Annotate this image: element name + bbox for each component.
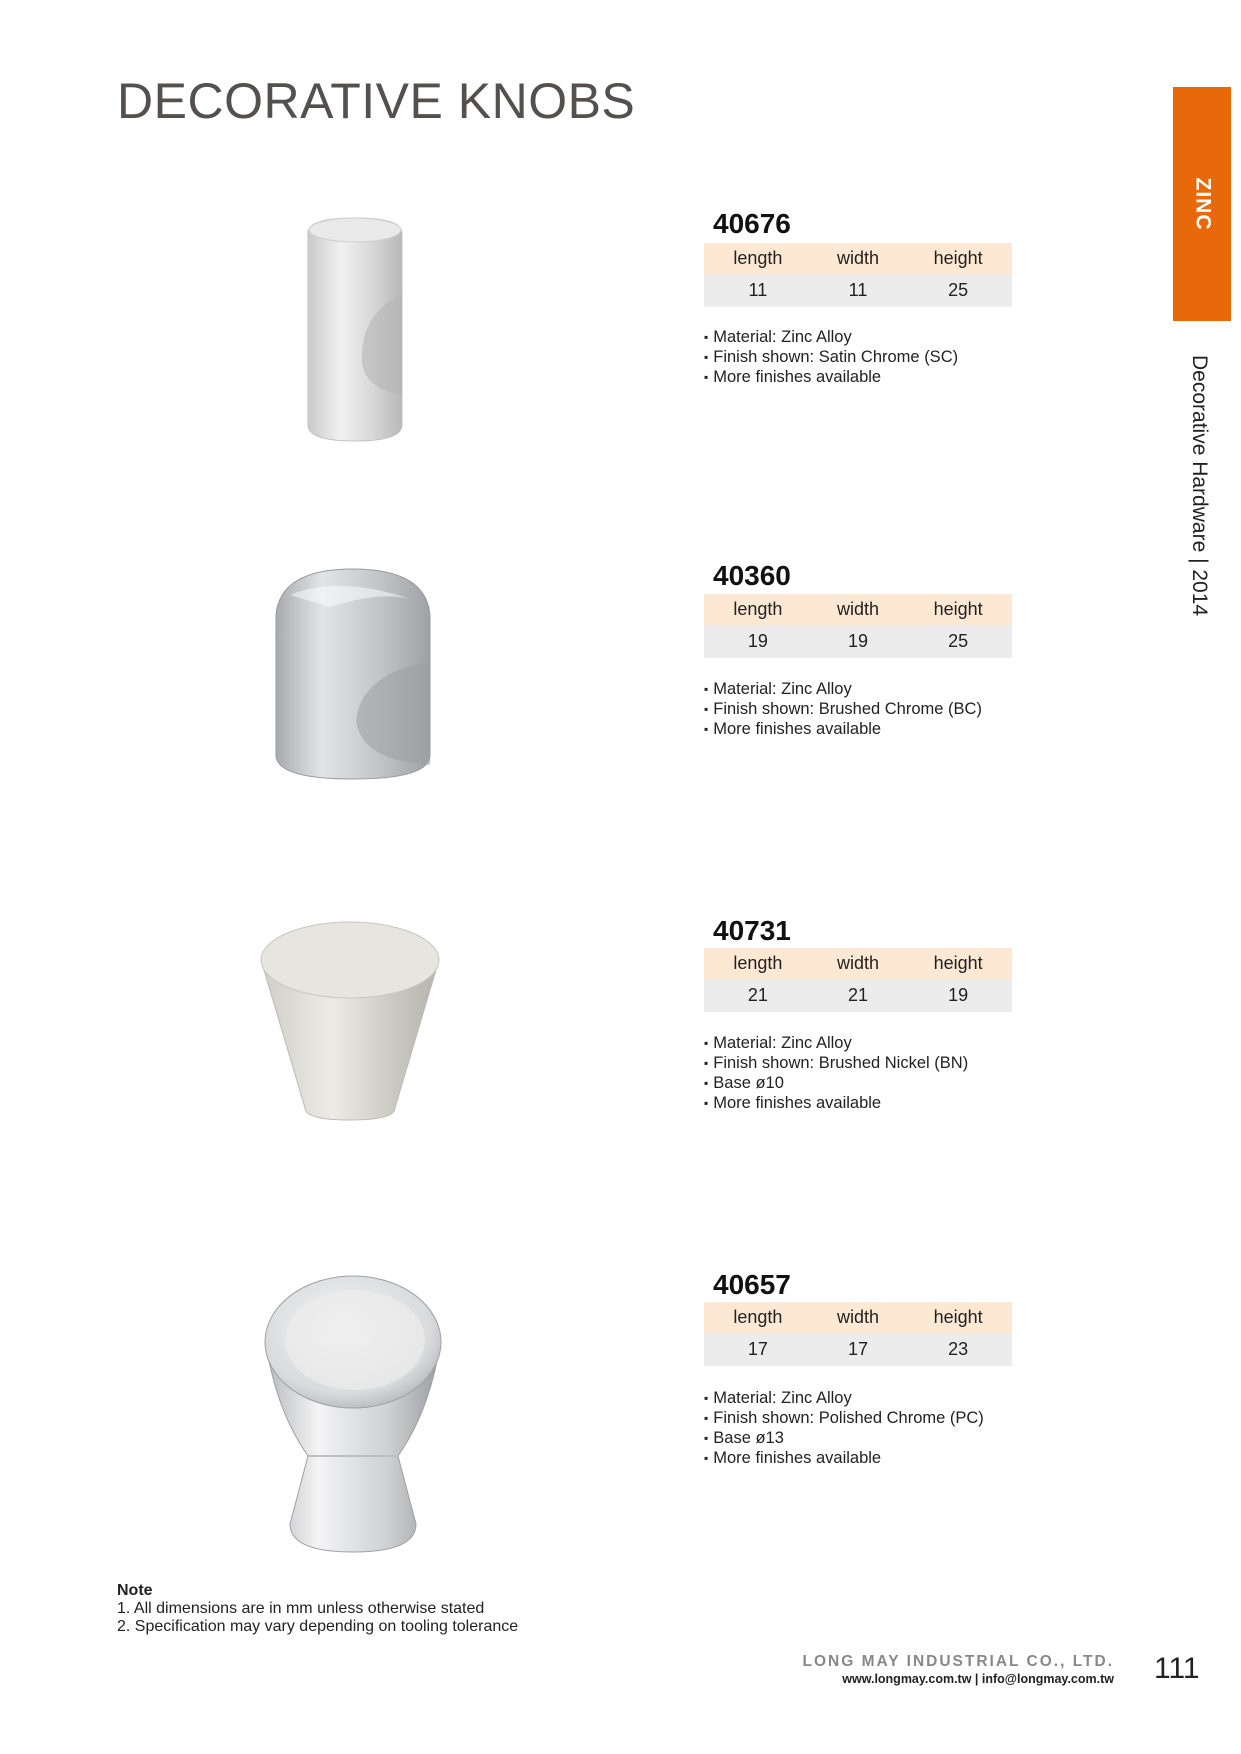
col-height: height xyxy=(904,948,1012,979)
company-contact: www.longmay.com.tw | info@longmay.com.tw xyxy=(842,1672,1114,1686)
col-length: length xyxy=(704,594,812,625)
col-length: length xyxy=(704,1302,812,1333)
knob-hourglass-image xyxy=(262,1270,444,1556)
knob-round-cylinder-image xyxy=(270,565,436,785)
spec-table xyxy=(704,1302,1012,1366)
feature-item: ▪ More finishes available xyxy=(704,1448,984,1468)
feature-item: ▪ Material: Zinc Alloy xyxy=(704,1388,984,1408)
value-length: 19 xyxy=(704,625,812,658)
value-length: 21 xyxy=(704,979,812,1012)
col-width: width xyxy=(812,948,904,979)
side-caption xyxy=(1180,355,1220,615)
feature-item: ▪ More finishes available xyxy=(704,1093,968,1113)
knob-cone-image xyxy=(255,918,445,1122)
note-block xyxy=(117,1581,518,1636)
product-code: 40731 xyxy=(713,915,791,946)
feature-item: ▪ Finish shown: Brushed Nickel (BN) xyxy=(704,1053,968,1073)
value-height: 23 xyxy=(904,1333,1012,1366)
col-width: width xyxy=(812,1302,904,1333)
col-length: length xyxy=(704,948,812,979)
product-code: 40676 xyxy=(713,208,791,239)
value-width: 21 xyxy=(812,979,904,1012)
feature-list xyxy=(704,327,958,387)
note-line: 1. All dimensions are in mm unless otherwise stated xyxy=(117,1600,485,1617)
category-tab-label: ZINC xyxy=(1191,177,1214,231)
spec-table xyxy=(704,243,1012,307)
feature-item: ▪ Material: Zinc Alloy xyxy=(704,327,958,347)
feature-item: ▪ Material: Zinc Alloy xyxy=(704,1033,968,1053)
product-code: 40360 xyxy=(713,560,791,591)
feature-item: ▪ Finish shown: Satin Chrome (SC) xyxy=(704,347,958,367)
company-footer xyxy=(803,1653,1114,1687)
page-number: 111 xyxy=(1154,1652,1200,1685)
spec-table xyxy=(704,594,1012,658)
product-code: 40657 xyxy=(713,1269,791,1300)
spec-table xyxy=(704,948,1012,1012)
col-width: width xyxy=(812,594,904,625)
value-width: 19 xyxy=(812,625,904,658)
feature-item: ▪ Base ø13 xyxy=(704,1428,984,1448)
col-width: width xyxy=(812,243,904,274)
value-length: 11 xyxy=(704,274,812,307)
feature-list xyxy=(704,679,982,739)
col-height: height xyxy=(904,594,1012,625)
col-length: length xyxy=(704,243,812,274)
col-height: height xyxy=(904,1302,1012,1333)
value-length: 17 xyxy=(704,1333,812,1366)
feature-item: ▪ More finishes available xyxy=(704,367,958,387)
feature-item: ▪ Material: Zinc Alloy xyxy=(704,679,982,699)
company-name: LONG MAY INDUSTRIAL CO., LTD. xyxy=(802,1653,1114,1670)
note-line: 2. Specification may vary depending on tooling tolerance xyxy=(117,1618,519,1635)
note-heading: Note xyxy=(117,1582,153,1599)
col-height: height xyxy=(904,243,1012,274)
feature-item: ▪ Finish shown: Polished Chrome (PC) xyxy=(704,1408,984,1428)
value-width: 11 xyxy=(812,274,904,307)
feature-list xyxy=(704,1033,968,1113)
knob-cylinder-image xyxy=(300,213,410,445)
feature-item: ▪ Base ø10 xyxy=(704,1073,968,1093)
value-height: 25 xyxy=(904,625,1012,658)
category-tab-label-wrap xyxy=(1173,87,1231,321)
feature-item: ▪ Finish shown: Brushed Chrome (BC) xyxy=(704,699,982,719)
value-width: 17 xyxy=(812,1333,904,1366)
side-caption-text: Decorative Hardware | 2014 xyxy=(1188,355,1211,617)
feature-list xyxy=(704,1388,984,1468)
value-height: 25 xyxy=(904,274,1012,307)
feature-item: ▪ More finishes available xyxy=(704,719,982,739)
value-height: 19 xyxy=(904,979,1012,1012)
page-title: DECORATIVE KNOBS xyxy=(117,73,636,129)
